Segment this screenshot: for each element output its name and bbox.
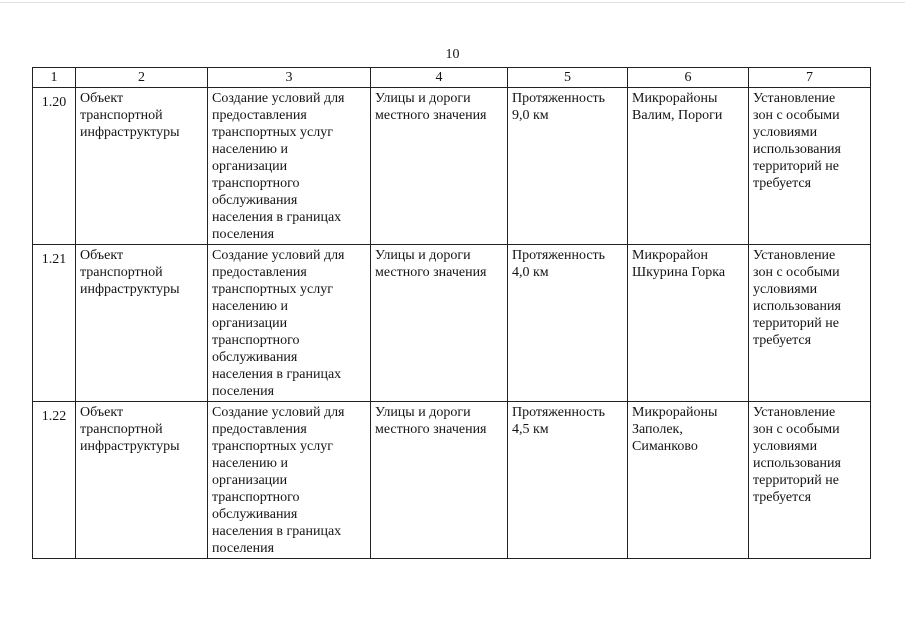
road-type-cell: Улицы и дороги местного значения — [371, 245, 508, 402]
purpose-cell: Создание условий для предоставления транспортных услуг населению и организации транспортного обслуживания населения в границах поселения — [208, 245, 371, 402]
location-cell: Микрорайоны Заполек, Симанково — [628, 402, 749, 559]
length-cell: Протяженность 9,0 км — [508, 88, 628, 245]
column-number-1: 1 — [33, 68, 76, 88]
column-number-3: 3 — [208, 68, 371, 88]
zone-requirement-cell: Установление зон с особыми условиями использования территорий не требуется — [749, 245, 871, 402]
object-type-cell: Объект транспортной инфраструктуры — [76, 88, 208, 245]
column-number-4: 4 — [371, 68, 508, 88]
road-type-cell: Улицы и дороги местного значения — [371, 402, 508, 559]
page-number: 10 — [445, 47, 460, 62]
purpose-cell: Создание условий для предоставления транспортных услуг населению и организации транспортного обслуживания населения в границах поселения — [208, 88, 371, 245]
infrastructure-table — [32, 67, 871, 559]
column-number-7: 7 — [749, 68, 871, 88]
header-row — [33, 68, 871, 88]
column-number-2: 2 — [76, 68, 208, 88]
column-number-6: 6 — [628, 68, 749, 88]
location-cell: Микрорайоны Валим, Пороги — [628, 88, 749, 245]
length-cell: Протяженность 4,5 км — [508, 402, 628, 559]
location-cell: Микрорайон Шкурина Горка — [628, 245, 749, 402]
scan-edge-line — [0, 2, 905, 3]
purpose-cell: Создание условий для предоставления транспортных услуг населению и организации транспортного обслуживания населения в границах поселения — [208, 402, 371, 559]
table-row — [33, 402, 871, 559]
table-row — [33, 88, 871, 245]
column-number-5: 5 — [508, 68, 628, 88]
row-number: 1.20 — [33, 88, 76, 245]
object-type-cell: Объект транспортной инфраструктуры — [76, 245, 208, 402]
object-type-cell: Объект транспортной инфраструктуры — [76, 402, 208, 559]
road-type-cell: Улицы и дороги местного значения — [371, 88, 508, 245]
zone-requirement-cell: Установление зон с особыми условиями использования территорий не требуется — [749, 402, 871, 559]
row-number: 1.21 — [33, 245, 76, 402]
length-cell: Протяженность 4,0 км — [508, 245, 628, 402]
row-number: 1.22 — [33, 402, 76, 559]
zone-requirement-cell: Установление зон с особыми условиями использования территорий не требуется — [749, 88, 871, 245]
table-row — [33, 245, 871, 402]
